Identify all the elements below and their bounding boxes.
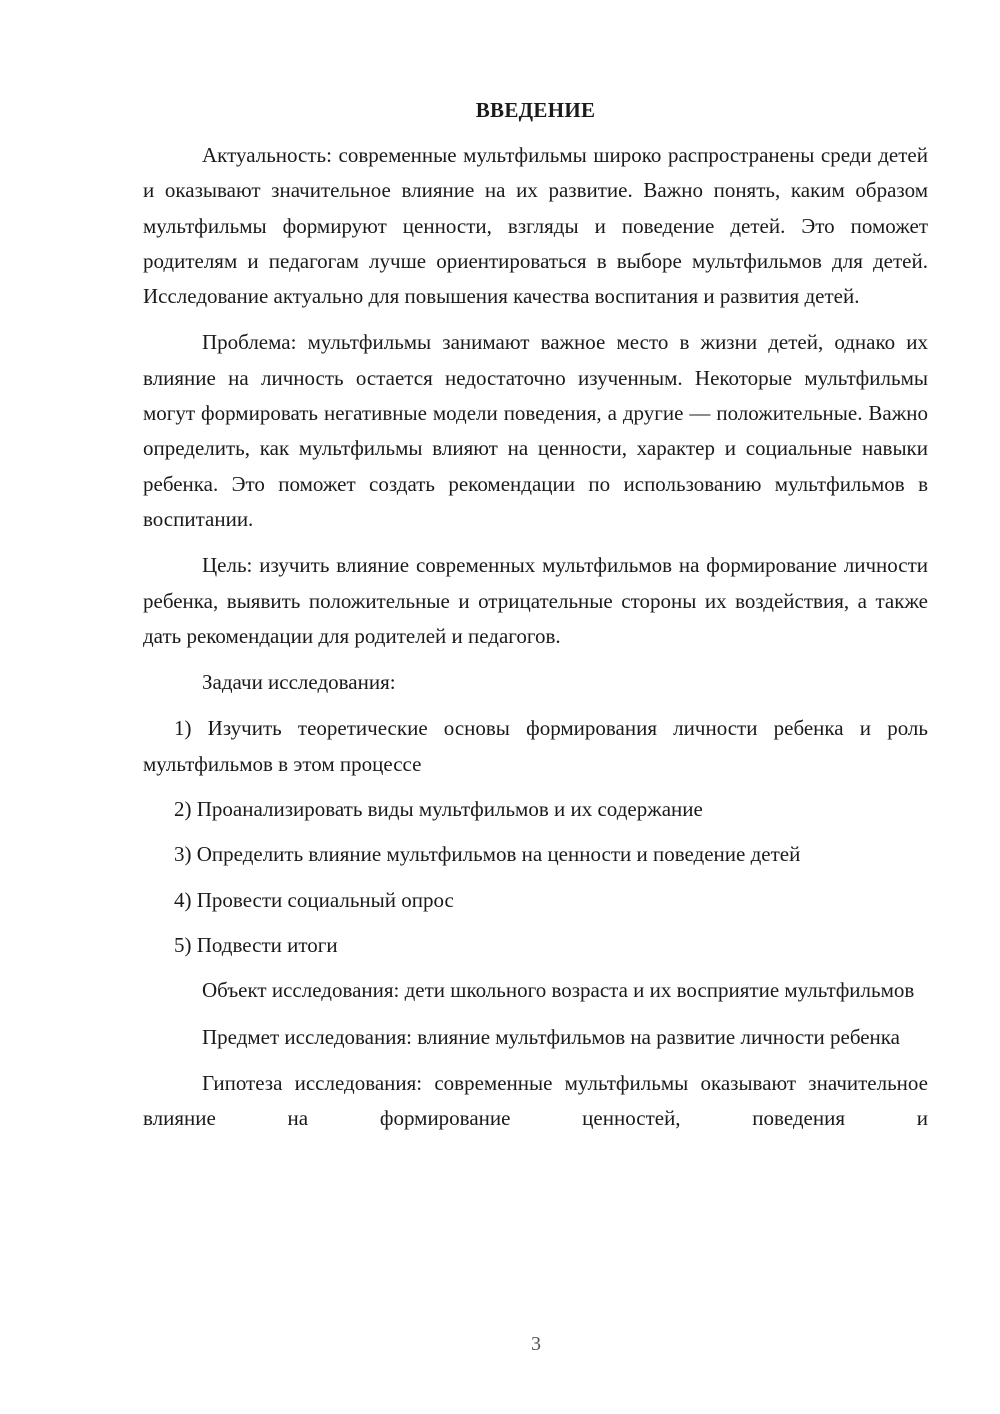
problem-paragraph: Проблема: мультфильмы занимают важное место в жизни детей, однако их влияние на личность остается недостаточно изученным. Некоторые мультфильмы могут формировать негативные модели поведения, а другие — положительные. Важно определить, как мультфильмы влияют на ценности, характер и социальные навыки ребенка. Это поможет создать рекомендации по использованию мультфильмов в воспитании. (143, 330, 928, 531)
task-item-5: 5) Подвести итоги (174, 932, 338, 957)
object-paragraph: Объект исследования: дети школьного возраста и их восприятие мультфильмов (202, 978, 915, 1003)
goal-paragraph: Цель: изучить влияние современных мультфильмов на формирование личности ребенка, выявить положительные и отрицательные стороны их воздействия, а также дать рекомендации для родителей и педагогов. (143, 553, 928, 648)
task-item-3: 3) Определить влияние мультфильмов на ценности и поведение детей (174, 842, 801, 867)
tasks-heading: Задачи исследования: (202, 670, 396, 695)
hypothesis-paragraph: Гипотеза исследования: современные мультфильмы оказывают значительное влияние на формирование ценностей, поведения и (143, 1070, 928, 1131)
task-item-4: 4) Провести социальный опрос (174, 887, 454, 912)
section-title: ВВЕДЕНИЕ (475, 98, 596, 122)
task-item-1: 1) Изучить теоретические основы формирования личности ребенка и роль мультфильмов в этом процессе (143, 716, 928, 776)
page-content (143, 93, 928, 1136)
subject-paragraph: Предмет исследования: влияние мультфильмов на развитие личности ребенка (202, 1024, 901, 1049)
relevance-paragraph: Актуальность: современные мультфильмы широко распространены среди детей и оказывают значительное влияние на их развитие. Важно понять, каким образом мультфильмы формируют ценности, взгляды и поведение детей. Это поможет родителям и педагогам лучше ориентироваться в выборе мультфильмов для детей. Исследование актуально для повышения качества воспитания и развития детей. (143, 143, 928, 309)
page-number: 3 (531, 1333, 541, 1355)
task-item-2: 2) Проанализировать виды мультфильмов и их содержание (174, 797, 703, 822)
